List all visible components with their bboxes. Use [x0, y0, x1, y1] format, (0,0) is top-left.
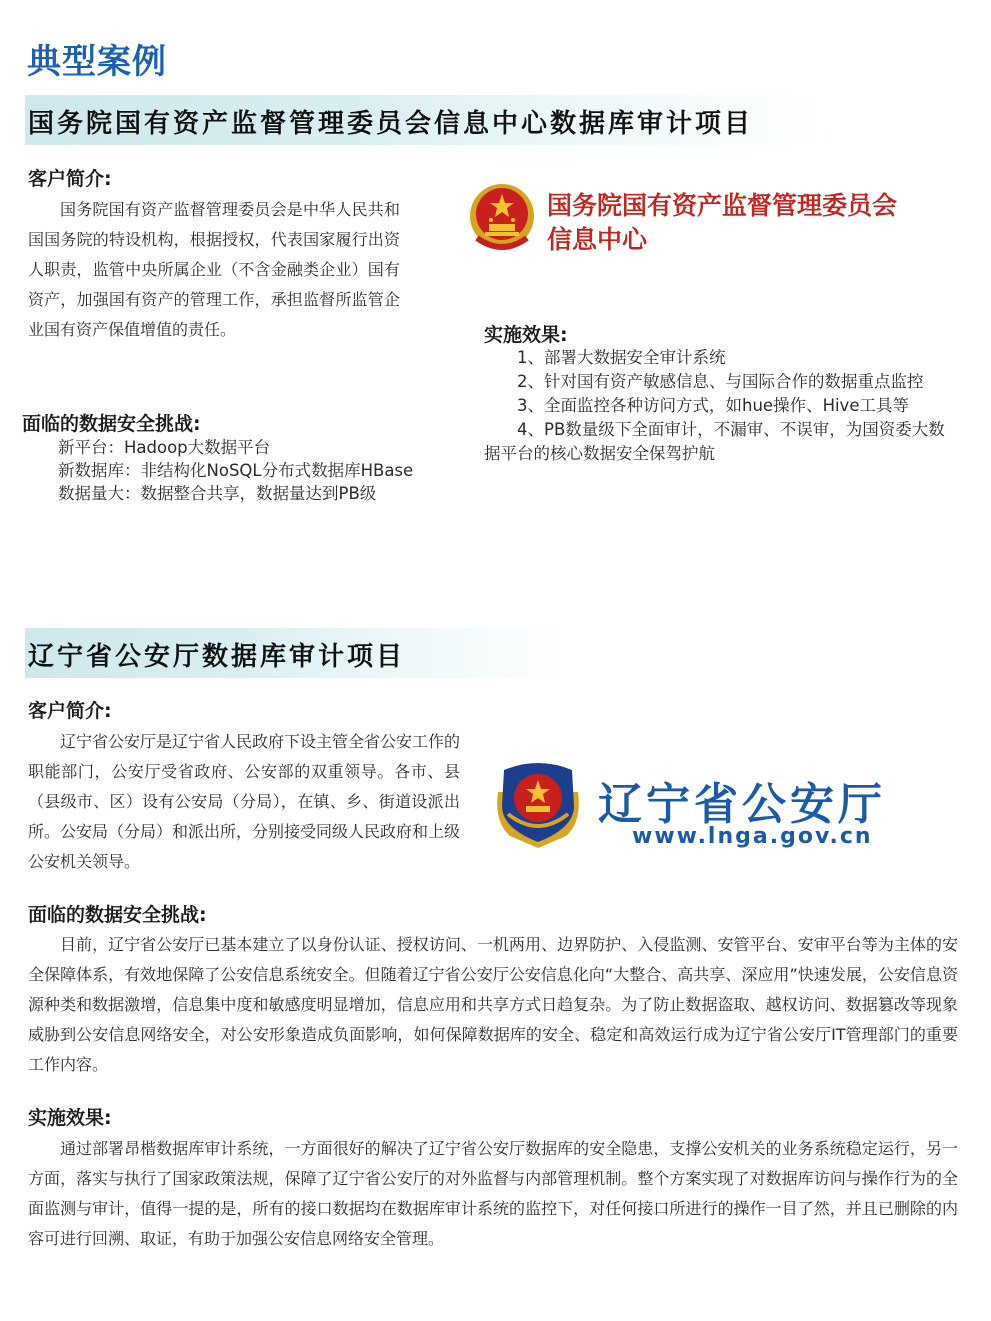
case1-challenge-heading: 面临的数据安全挑战: — [22, 413, 201, 435]
case1-intro-text: 国务院国有资产监督管理委员会是中华人民共和国国务院的特设机构，根据授权，代表国家履行出资人职责，监管中央所属企业（不含金融类企业）国有资产，加强国有资产的管理工作，承担监督所监管企业国有资产保值增值的责任。 — [28, 200, 400, 339]
case1-effect-item: 1、部署大数据安全审计系统 — [517, 348, 726, 367]
case2-effect-text: 通过部署昂楷数据库审计系统，一方面很好的解决了辽宁省公安厅数据库的安全隐患，支撑公安机关的业务系统稳定运行，另一方面，落实与执行了国家政策法规，保障了辽宁省公安厅的对外监督与内部管理机制。整个方案实现了对数据库访问与操作行为的全面监测与审计，值得一提的是，所有的接口数据均在数据库审计系统的监控下，对任何接口所进行的操作一目了然，并且已删除的内容可进行回溯、取证，有助于加强公安信息网络安全管理。 — [28, 1139, 958, 1248]
sasac-logo-text-line2: 信息中心 — [547, 225, 648, 254]
case2-title: 辽宁省公安厅数据库审计项目 — [28, 642, 406, 672]
case2-effect-heading: 实施效果: — [28, 1107, 112, 1129]
case2-challenge-text: 目前，辽宁省公安厅已基本建立了以身份认证、授权访问、一机两用、边界防护、入侵监测、安管平台、安审平台等为主体的安全保障体系，有效地保障了公安信息系统安全。但随着辽宁省公安厅公安信息化向“大整合、高共享、深应用”快速发展，公安信息资源种类和数据激增，信息集中度和敏感度明显增加，信息应用和共享方式日趋复杂。为了防止数据盗取、越权访问、数据篡改等现象威胁到公安信息网络安全，对公安形象造成负面影响，如何保障数据库的安全、稳定和高效运行成为辽宁省公安厅IT管理部门的重要工作内容。 — [28, 935, 958, 1074]
case2-challenge-heading: 面临的数据安全挑战: — [28, 904, 207, 926]
case1-effect-item: 4、PB数量级下全面审计，不漏审、不误审，为国资委大数据平台的核心数据安全保驾护航 — [484, 420, 945, 463]
national-emblem-icon — [467, 180, 537, 256]
case1-effect-item: 2、针对国有资产敏感信息、与国际合作的数据重点监控 — [517, 372, 924, 391]
police-logo — [490, 752, 930, 852]
case2-intro-heading: 客户简介: — [28, 700, 112, 722]
case1-challenge-item: 数据量大：数据整合共享，数据量达到PB级 — [58, 484, 377, 503]
case1-challenge-item: 新数据库：非结构化NoSQL分布式数据库HBase — [58, 461, 414, 480]
sasac-logo — [467, 178, 947, 258]
case2-intro-text: 辽宁省公安厅是辽宁省人民政府下设主管全省公安工作的职能部门，公安厅受省政府、公安部的双重领导。各市、县（县级市、区）设有公安局（分局），在镇、乡、街道设派出所。公安局（分局）和派出所，分别接受同级人民政府和上级公安机关领导。 — [28, 732, 461, 871]
police-logo-name: 辽宁省公安厅 — [598, 779, 886, 830]
case1-title: 国务院国有资产监督管理委员会信息中心数据库审计项目 — [28, 109, 754, 139]
case1-effect-heading: 实施效果: — [484, 324, 568, 346]
case1-effect-item: 3、全面监控各种访问方式，如hue操作、Hive工具等 — [517, 396, 909, 415]
police-logo-url: www.lnga.gov.cn — [632, 824, 873, 849]
police-badge-icon — [490, 752, 586, 850]
case1-challenge-item: 新平台：Hadoop大数据平台 — [58, 438, 271, 457]
page-title: 典型案例 — [27, 42, 167, 82]
case1-effect-list — [484, 346, 954, 466]
case1-intro-heading: 客户简介: — [28, 168, 112, 190]
sasac-logo-text-line1: 国务院国有资产监督管理委员会 — [547, 191, 898, 220]
case1-challenge-list — [58, 436, 413, 505]
